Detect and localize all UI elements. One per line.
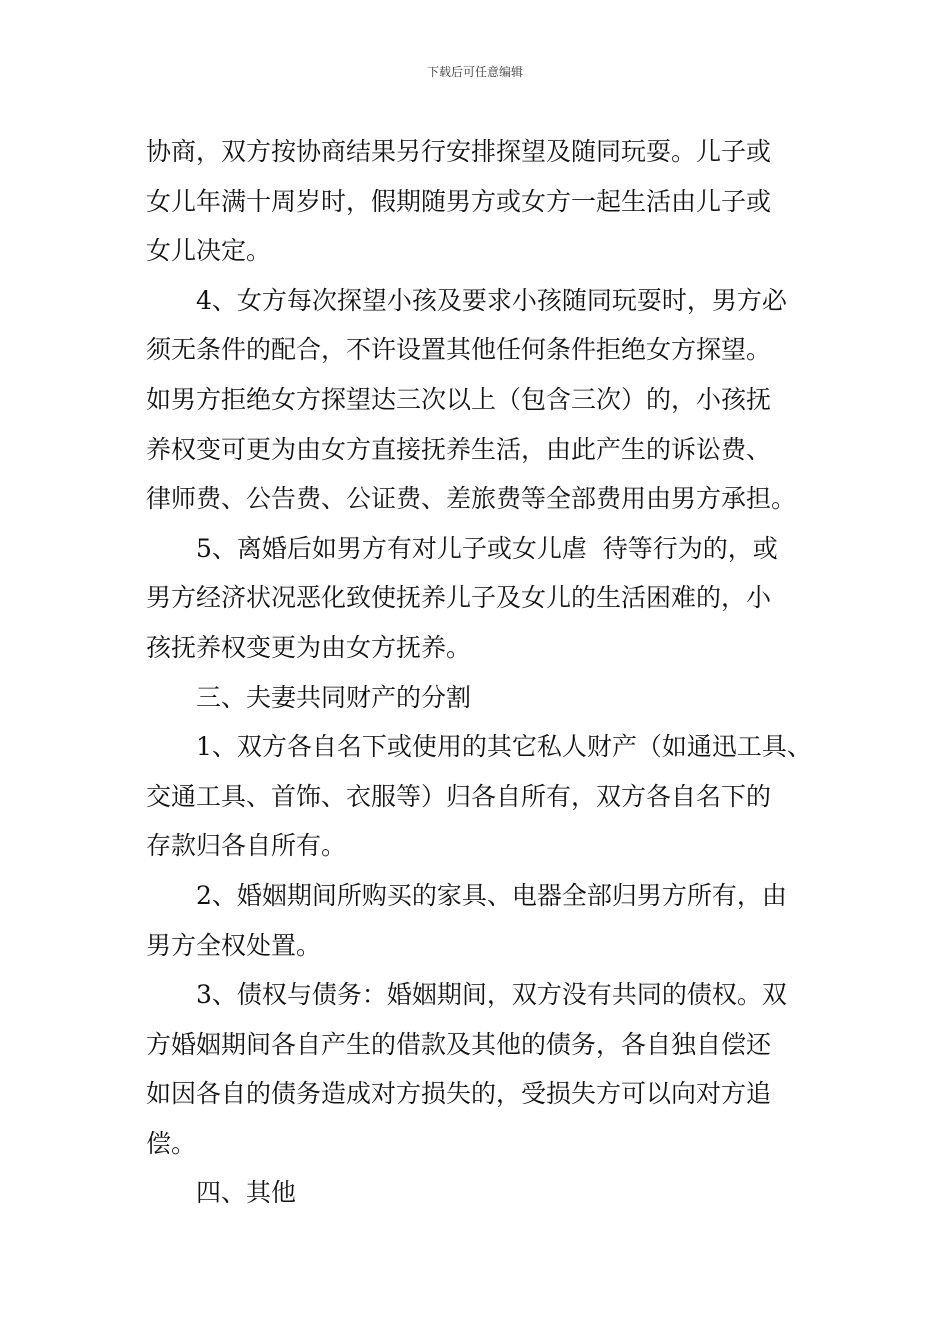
text-line: 交通工具、首饰、衣服等）归各自所有，双方各自名下的 [146, 781, 772, 811]
text-line: 律师费、公告费、公证费、差旅费等全部费用由男方承担。 [146, 484, 797, 514]
text-line: 存款归各自所有。 [146, 831, 347, 861]
text-line: 须无条件的配合，不许设置其他任何条件拒绝女方探望。 [146, 335, 772, 365]
text-line: 协商，双方按协商结果另行安排探望及随同玩耍。儿子或 [146, 137, 772, 166]
text-line: 如因各自的债务造成对方损失的，受损失方可以向对方追 [146, 1079, 772, 1109]
text-line: 3、债权与债务：婚姻期间，双方没有共同的债权。双 [196, 980, 787, 1010]
text-line: 如男方拒绝女方探望达三次以上（包含三次）的，小孩抚 [146, 384, 772, 414]
text-line: 女儿年满十周岁时，假期随男方或女方一起生活由儿子或 [146, 186, 772, 216]
text-line: 男方全权处置。 [146, 930, 322, 960]
text-line: 方婚姻期间各自产生的借款及其他的债务，各自独自偿还 [146, 1029, 772, 1059]
text-line: 偿。 [146, 1128, 197, 1158]
document-body [146, 127, 836, 1218]
text-line: 1、双方各自名下或使用的其它私人财产（如通迅工具、 [196, 732, 812, 762]
text-line: 孩抚养权变更为由女方抚养。 [146, 632, 472, 662]
text-line: 女儿决定。 [146, 236, 272, 266]
text-line: 养权变可更为由女方直接抚养生活，由此产生的诉讼费、 [146, 434, 772, 464]
section-heading: 四、其他 [196, 1178, 297, 1208]
text-line: 2、婚姻期间所购买的家具、电器全部归男方所有，由 [196, 880, 787, 910]
text-line: 4、女方每次探望小孩及要求小孩随同玩耍时，男方必 [196, 285, 787, 315]
text-line: 5、离婚后如男方有对儿子或女儿虐 待等行为的，或 [196, 533, 778, 563]
page-header: 下载后可任意编辑 [426, 65, 523, 79]
section-heading: 三、夫妻共同财产的分割 [196, 682, 472, 712]
text-line: 男方经济状况恶化致使抚养儿子及女儿的生活困难的，小 [146, 583, 772, 613]
